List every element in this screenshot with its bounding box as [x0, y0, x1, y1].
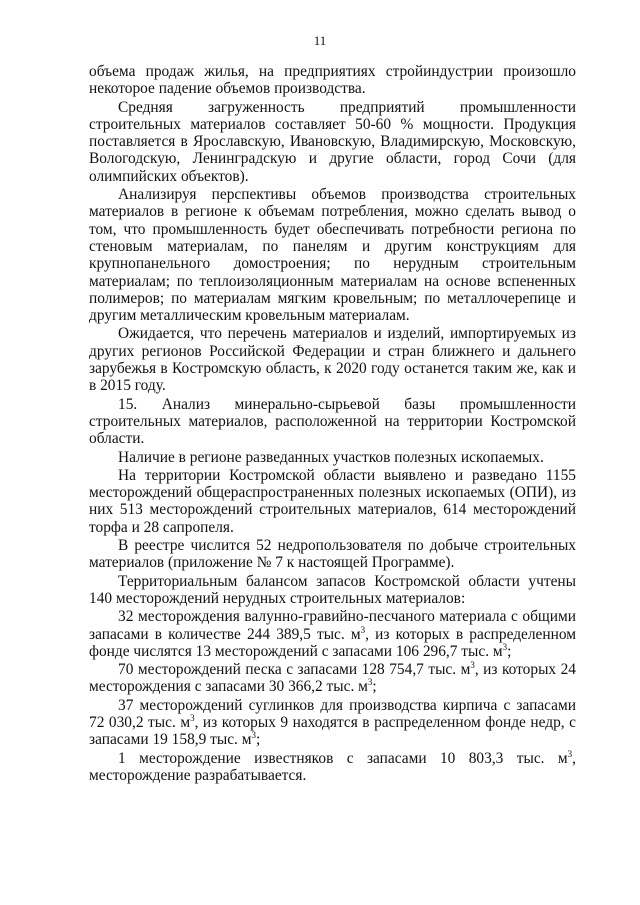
paragraph-limestone-deposit: [89, 750, 576, 785]
unit-exponent: 3: [502, 641, 508, 652]
unit-exponent: 3: [190, 712, 195, 723]
gravel-text-b: , из которых в распределенном фонде числятся 13 месторождений с запасами 106 296,7 тыс. м: [89, 625, 576, 660]
unit-exponent: 3: [367, 677, 373, 688]
paragraph-territorial-balance: Территориальным балансом запасов Костромской области учтены 140 месторождений нерудных строительных материалов:: [89, 572, 576, 607]
gravel-text-c: ;: [507, 642, 512, 660]
paragraph-gravel-deposits: [89, 608, 576, 660]
paragraph-production-outlook: Анализируя перспективы объемов производства строительных материалов в регионе к объемам потребления, можно сделать вывод о том, что промышленность будет обеспечивать потребности региона по стеновым материалам, по панелям и другим конструкциям для крупнопанельного домостроения; по нерудным строительным материалам; по теплоизоляционным материалам на основе вспененных полимеров; по материалам мягким кровельным; по металлочерепице и другим металлическим кровельным материалам.: [89, 186, 576, 325]
limestone-text-b: , месторождение разрабатывается.: [89, 749, 576, 784]
paragraph-intro-continuation: объема продаж жилья, на предприятиях стройиндустрии произошло некоторое падение объемов производства.: [89, 63, 576, 98]
page-number: 11: [313, 33, 327, 48]
unit-exponent: 3: [251, 730, 256, 741]
unit-exponent: 3: [567, 748, 573, 759]
document-body: [89, 63, 576, 784]
paragraph-plant-load: Средняя загруженность предприятий промышленности строительных материалов составляет 50-60 % мощности. Продукция поставляется в Ярославскую, Ивановскую, Владимирскую, Московскую, Вологодскую, Ленинградскую и другие области, город Сочи (для олимпийских объектов).: [89, 98, 576, 185]
loam-text-b: , из которых 9 находятся в распределенном фонде недр, с запасами 19 158,9 тыс. м: [89, 713, 576, 749]
paragraph-loam-deposits: [89, 697, 576, 749]
sand-text-c: ;: [372, 678, 377, 696]
section-heading-15: 15. Анализ минерально-сырьевой базы промышленности строительных материалов, расположенной на территории Костромской области.: [89, 395, 576, 448]
paragraph-deposits-count: На территории Костромской области выявлено и разведано 1155 месторождений общераспространенных полезных ископаемых (ОПИ), из них 513 месторождений строительных материалов, 614 месторождений торфа и 28 сапропеля.: [89, 466, 576, 536]
unit-exponent: 3: [360, 624, 366, 635]
paragraph-subsoil-users: В реестре числится 52 недропользователя по добыче строительных материалов (приложение № 7 к настоящей Программе).: [89, 537, 576, 572]
limestone-text-a: 1 месторождение известняков с запасами 10 803,3 тыс. м: [118, 749, 568, 767]
paragraph-sand-deposits: [89, 661, 576, 696]
paragraph-explored-sites: Наличие в регионе разведанных участков полезных ископаемых.: [118, 448, 544, 466]
unit-exponent: 3: [470, 659, 475, 670]
sand-text-a: 70 месторождений песка с запасами 128 754,7 тыс. м: [118, 661, 471, 679]
sand-text-b: , из которых 24 месторождения с запасами 30 366,2 тыс. м: [89, 661, 576, 696]
loam-text-a: 37 месторождений суглинков для производства кирпича с запасами 72 030,2 тыс. м: [89, 696, 576, 731]
paragraph-imports-forecast: Ожидается, что перечень материалов и изделий, импортируемых из других регионов Российской Федерации и стран ближнего и дальнего зарубежья в Костромскую область, к 2020 году останется таким же, как и в 2015 году.: [89, 325, 576, 395]
loam-text-c: ;: [256, 731, 261, 749]
gravel-text-a: 32 месторождения валунно-гравийно-песчаного материала с общими запасами в количестве 244 389,5 тыс. м: [89, 608, 576, 643]
